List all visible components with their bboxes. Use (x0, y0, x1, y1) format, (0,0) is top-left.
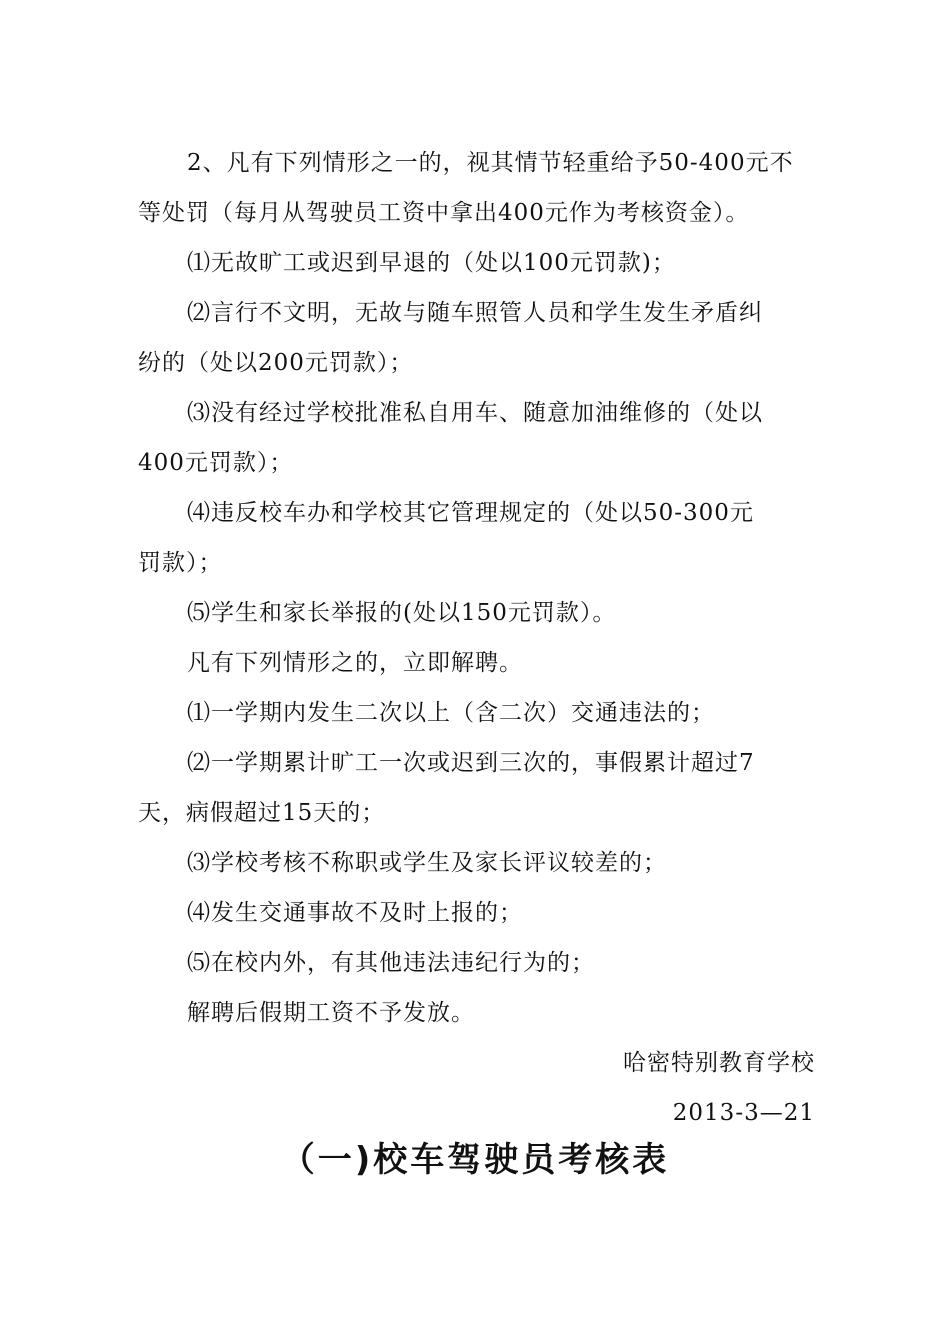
dismissal-item-3: ⑶学校考核不称职或学生及家长评议较差的； (187, 850, 667, 876)
dismissal-item-1: ⑴一学期内发生二次以上（含二次）交通违法的； (187, 700, 715, 726)
dismissal-item-2-line2: 天，病假超过15天的； (138, 800, 386, 826)
penalty-item-3-line1: ⑶没有经过学校批准私自用车、随意加油维修的（处以 (187, 400, 763, 426)
penalty-item-1: ⑴无故旷工或迟到早退的（处以100元罚款)； (187, 250, 676, 276)
signature-school-name: 哈密特别教育学校 (623, 1050, 815, 1076)
penalty-item-2-line1: ⑵言行不文明，无故与随车照管人员和学生发生矛盾纠 (187, 300, 763, 326)
dismissal-intro: 凡有下列情形之的，立即解聘。 (187, 650, 523, 676)
penalty-item-2-line2: 纷的（处以200元罚款）； (138, 350, 414, 376)
paragraph-penalty-intro-line2: 等处罚（每月从驾驶员工资中拿出400元作为考核资金）。 (138, 200, 750, 226)
penalty-item-4-line2: 罚款）； (138, 550, 223, 576)
paragraph-penalty-intro-line1: 2、凡有下列情形之一的，视其情节轻重给予50-400元不 (187, 150, 794, 176)
table-title: （一)校车驾驶员考核表 (280, 1140, 670, 1180)
penalty-item-4-line1: ⑷违反校车办和学校其它管理规定的（处以50-300元 (187, 500, 754, 526)
dismissal-item-4: ⑷发生交通事故不及时上报的； (187, 900, 523, 926)
dismissal-item-2-line1: ⑵一学期累计旷工一次或迟到三次的，事假累计超过7 (187, 750, 755, 776)
penalty-item-3-line2: 400元罚款）； (138, 450, 294, 476)
dismissal-item-5: ⑸在校内外，有其他违法违纪行为的； (187, 950, 595, 976)
penalty-item-5: ⑸学生和家长举报的(处以150元罚款）。 (187, 600, 617, 626)
dismissal-note: 解聘后假期工资不予发放。 (187, 1000, 475, 1026)
signature-date: 2013-3—21 (672, 1100, 815, 1126)
